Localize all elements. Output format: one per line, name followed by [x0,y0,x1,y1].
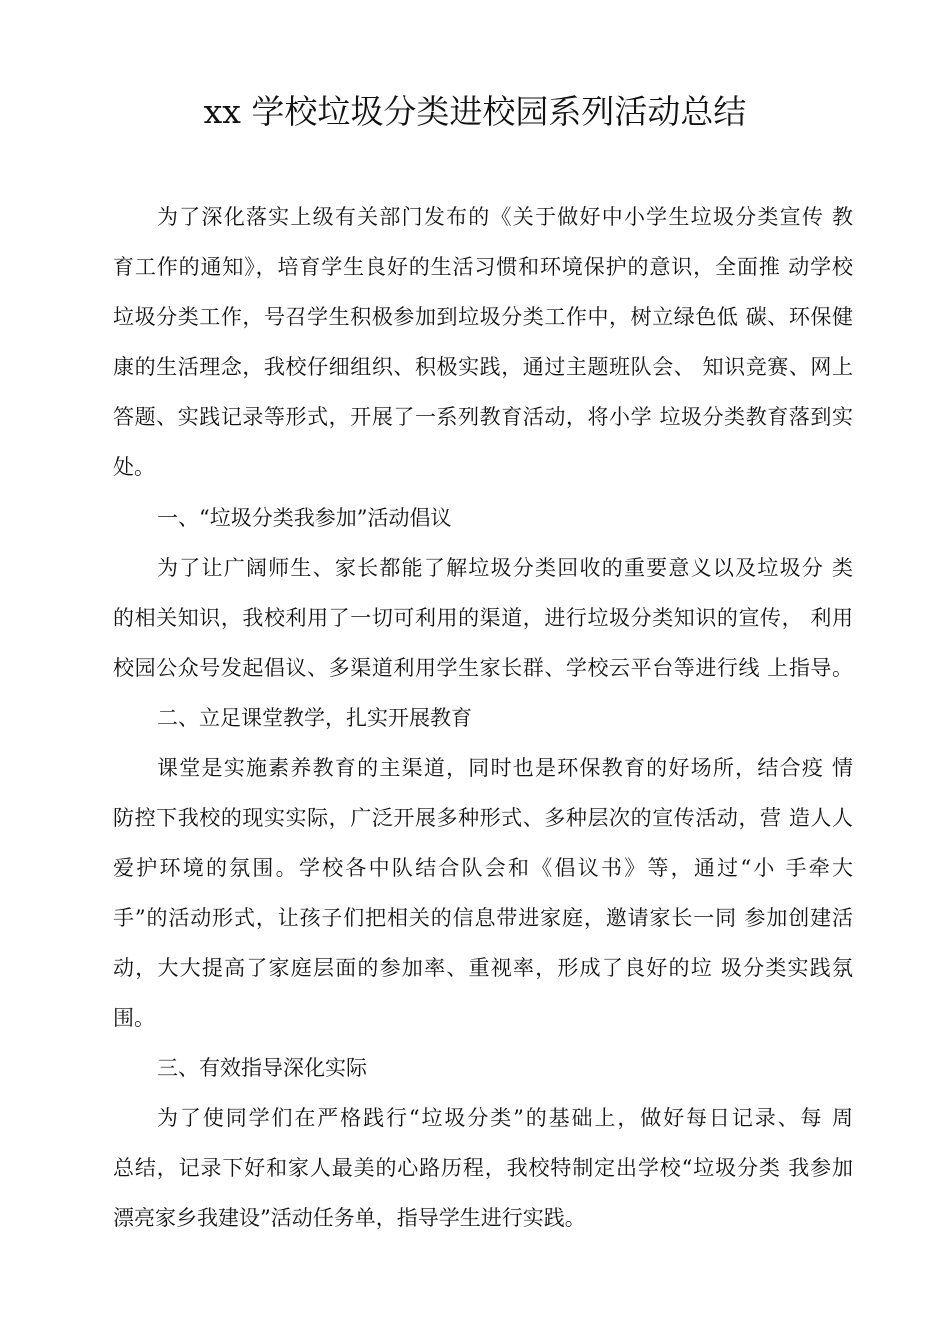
document-title: xx 学校垃圾分类进校园系列活动总结 [203,92,747,131]
paragraph-line: 校园公众号发起倡议、多渠道利用学生家长群、学校云平台等进行线 上指导。 [113,656,853,680]
section-heading: 二、立足课堂教学，扎实开展教育 [157,706,472,730]
paragraph-line: 垃圾分类工作，号召学生积极参加到垃圾分类工作中，树立绿色低 碳、环保健 [113,305,853,329]
paragraph-line: 漂亮家乡我建设”活动任务单，指导学生进行实践。 [113,1206,586,1230]
paragraph-line: 育工作的通知》，培育学生良好的生活习惯和环境保护的意识，全面推 动学校 [113,255,853,279]
section-heading: 一、“垃圾分类我参加”活动倡议 [157,506,452,530]
paragraph-line: 答题、实践记录等形式，开展了一系列教育活动，将小学 垃圾分类教育落到实 [113,405,853,429]
paragraph-line: 总结，记录下好和家人最美的心路历程，我校特制定出学校“垃圾分类 我参加 [113,1156,853,1180]
paragraph-line: 的相关知识，我校利用了一切可利用的渠道，进行垃圾分类知识的宣传， 利用 [113,606,853,630]
paragraph-line: 手”的活动形式，让孩子们把相关的信息带进家庭，邀请家长一同 参加创建活 [113,906,853,930]
paragraph-line: 防控下我校的现实实际，广泛开展多种形式、多种层次的宣传活动，营 造人人 [113,806,853,830]
paragraph-line: 课堂是实施素养教育的主渠道，同时也是环保教育的好场所，结合疫 情 [157,756,853,780]
paragraph-line: 为了让广阔师生、家长都能了解垃圾分类回收的重要意义以及垃圾分 类 [157,556,853,580]
paragraph-line: 爱护环境的氛围。学校各中队结合队会和《倡议书》等，通过“小 手牵大 [113,856,853,880]
paragraph-line: 为了深化落实上级有关部门发布的《关于做好中小学生垃圾分类宣传 教 [157,205,853,229]
paragraph-line: 为了使同学们在严格践行“垃圾分类”的基础上，做好每日记录、每 周 [157,1106,853,1130]
paragraph-line: 围。 [113,1006,155,1030]
paragraph-line: 处。 [113,455,155,479]
paragraph-line: 动，大大提高了家庭层面的参加率、重视率，形成了良好的垃 圾分类实践氛 [113,956,853,980]
paragraph-line: 康的生活理念，我校仔细组织、积极实践，通过主题班队会、 知识竞赛、网上 [113,355,853,379]
section-heading: 三、有效指导深化实际 [157,1056,367,1080]
